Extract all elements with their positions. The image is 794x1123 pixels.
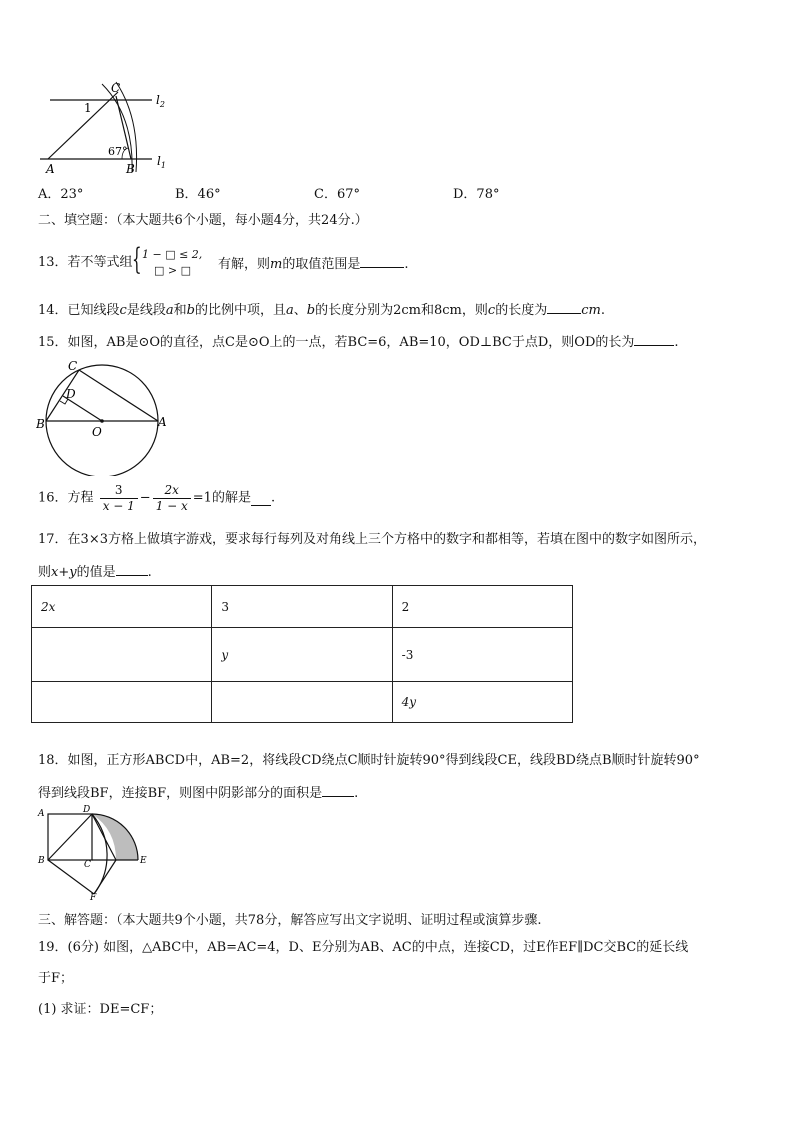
grid-row: [32, 628, 573, 682]
question-13: [38, 254, 133, 272]
fraction-1: [100, 483, 138, 514]
question-19-part-1: (1) 求证：DE=CF；: [38, 1002, 163, 1017]
question-17-line-2: [38, 562, 152, 582]
q13-mid: 有解，则: [218, 257, 271, 272]
question-16: [38, 483, 275, 514]
label-angle-1: 1: [84, 101, 92, 115]
center-point: [100, 419, 104, 423]
q18-end: .: [354, 786, 359, 801]
fraction-2: [153, 483, 191, 514]
grid-cell: 4y: [392, 682, 572, 723]
label-B: B: [38, 856, 45, 866]
question-19-line-1: 19．(6分) 如图，△ABC中，AB=AC=4，D、E分别为AB、AC的中点，连接CD，过E作EF∥DC交BC的延长线: [38, 940, 689, 955]
q14-text-4: 的比例中项，且: [194, 303, 286, 318]
grid-cell: 2: [392, 586, 572, 628]
grid-cell: [212, 682, 392, 723]
label-O: O: [92, 425, 102, 439]
answer-blank-16[interactable]: [251, 492, 271, 506]
label-A: A: [158, 415, 167, 429]
option-d: D．78°: [453, 187, 500, 202]
q14-text-7: 和: [420, 303, 434, 318]
grid-cell: -3: [392, 628, 572, 682]
question-18-line-1: 18．如图，正方形ABCD中，AB=2，将线段CD绕点C顺时针旋转90°得到线段CE，线段BD绕点B顺时针旋转90°: [38, 753, 700, 768]
shaded-region: [92, 814, 138, 860]
fraction-1-denominator: x − 1: [102, 499, 135, 513]
q15-end: .: [674, 335, 679, 350]
q13-end: .: [404, 257, 409, 272]
q14-text-3: 和: [173, 303, 187, 318]
grid-cell: y: [212, 628, 392, 682]
fraction-2-numerator: 2x: [153, 483, 191, 499]
q14-text-6: 的长度分别为: [315, 303, 394, 318]
q14-var-a: a: [165, 303, 174, 318]
answer-blank-13[interactable]: [360, 254, 404, 268]
q14-text-1: 14．已知线段: [38, 303, 120, 318]
label-C: C: [84, 860, 91, 870]
question-13-rest: [218, 254, 409, 274]
label-A: A: [46, 162, 55, 176]
label-D: D: [66, 387, 76, 401]
label-B: B: [126, 162, 135, 176]
q17-end: .: [147, 565, 152, 580]
q13-suffix: 的取值范围是: [282, 257, 361, 272]
q15-text: 15．如图，AB是⊙O的直径，点C是⊙O上的一点，若BC=6，AB=10，OD⊥BC于点D，则OD的长为: [38, 335, 635, 350]
question-19-line-2: 于F；: [38, 971, 74, 986]
q16-prefix: 16．方程: [38, 490, 94, 506]
label-A: A: [38, 809, 45, 819]
q14-value-8cm: 8cm: [434, 303, 462, 318]
label-C: C: [68, 359, 78, 373]
figure-q15-circle: [36, 356, 168, 476]
answer-blank-18[interactable]: [322, 783, 354, 797]
answer-blank-14[interactable]: [547, 300, 581, 314]
q14-var-c2: c: [487, 303, 496, 318]
grid-cell: [32, 682, 212, 723]
q14-var-b2: b: [306, 303, 316, 318]
magic-square-grid: [31, 585, 573, 723]
grid-row: [32, 682, 573, 723]
question-17-line-1: 17．在3×3方格上做填字游戏，要求每行每列及对角线上三个方格中的数字和都相等，若填在图中的数字如图所示，: [38, 532, 706, 547]
q14-var-a2: a: [285, 303, 294, 318]
q13-row1: 1 − □ ≤ 2,: [142, 248, 203, 261]
q14-text-9: 的长度为: [495, 303, 548, 318]
grid-cell: 3: [212, 586, 392, 628]
q14-value-2cm: 2cm: [393, 303, 421, 318]
arc-DF: [92, 814, 107, 894]
q14-text-5: 、: [293, 303, 307, 318]
option-c: C．67°: [314, 187, 360, 202]
label-B: B: [36, 417, 45, 431]
q13-prefix: 13．若不等式组: [38, 255, 133, 270]
grid-row: [32, 586, 573, 628]
q17-prefix: 则: [38, 565, 52, 580]
q13-inequality-system: [132, 242, 214, 280]
label-F: F: [90, 893, 97, 900]
q13-var-m: m: [270, 257, 283, 272]
q14-var-b: b: [186, 303, 195, 318]
section-3-header: 三、解答题：（本大题共9个小题，共78分，解答应写出文字说明、证明过程或演算步骤.: [38, 913, 542, 928]
grid-cell: 2x: [32, 586, 212, 628]
answer-blank-17[interactable]: [116, 562, 148, 576]
label-E: E: [140, 856, 147, 866]
q14-end: .: [600, 303, 605, 318]
answer-blank-15[interactable]: [634, 332, 674, 346]
label-C: C: [111, 81, 121, 95]
q14-var-c: c: [119, 303, 127, 318]
label-l2: $l_2$: [156, 93, 165, 109]
figure-q18-square-rotation: [36, 804, 154, 900]
option-a: A．23°: [38, 187, 84, 202]
q14-unit: cm: [581, 303, 601, 318]
grid-cell: [32, 628, 212, 682]
brace-icon: {: [132, 242, 142, 277]
q16-rhs: =1的解是: [192, 490, 251, 506]
q17-suffix: 的值是: [76, 565, 116, 580]
label-D: D: [83, 805, 91, 815]
q16-end: .: [270, 490, 276, 506]
label-l1: $l_1$: [157, 154, 166, 170]
q13-row2: □ > □: [154, 264, 191, 277]
fraction-1-numerator: 3: [100, 483, 138, 499]
question-14: [38, 300, 605, 320]
question-18-line-2: [38, 783, 358, 803]
figure-q12-parallel-lines: [36, 78, 176, 178]
q17-var-xy: x+y: [51, 565, 77, 580]
option-b: B．46°: [175, 187, 221, 202]
label-67-degrees: 67°: [108, 145, 128, 158]
question-15: [38, 332, 679, 352]
section-2-header: 二、填空题：（本大题共6个小题，每小题4分，共24分.）: [38, 213, 368, 228]
q18-text: 得到线段BF，连接BF，则图中阴影部分的面积是: [38, 786, 323, 801]
fraction-2-denominator: 1 − x: [155, 499, 188, 513]
diagonal-BD: [48, 814, 92, 860]
q14-text-8: ，则: [461, 303, 488, 318]
q16-minus: −: [139, 490, 151, 506]
q14-text-2: 是线段: [126, 303, 166, 318]
